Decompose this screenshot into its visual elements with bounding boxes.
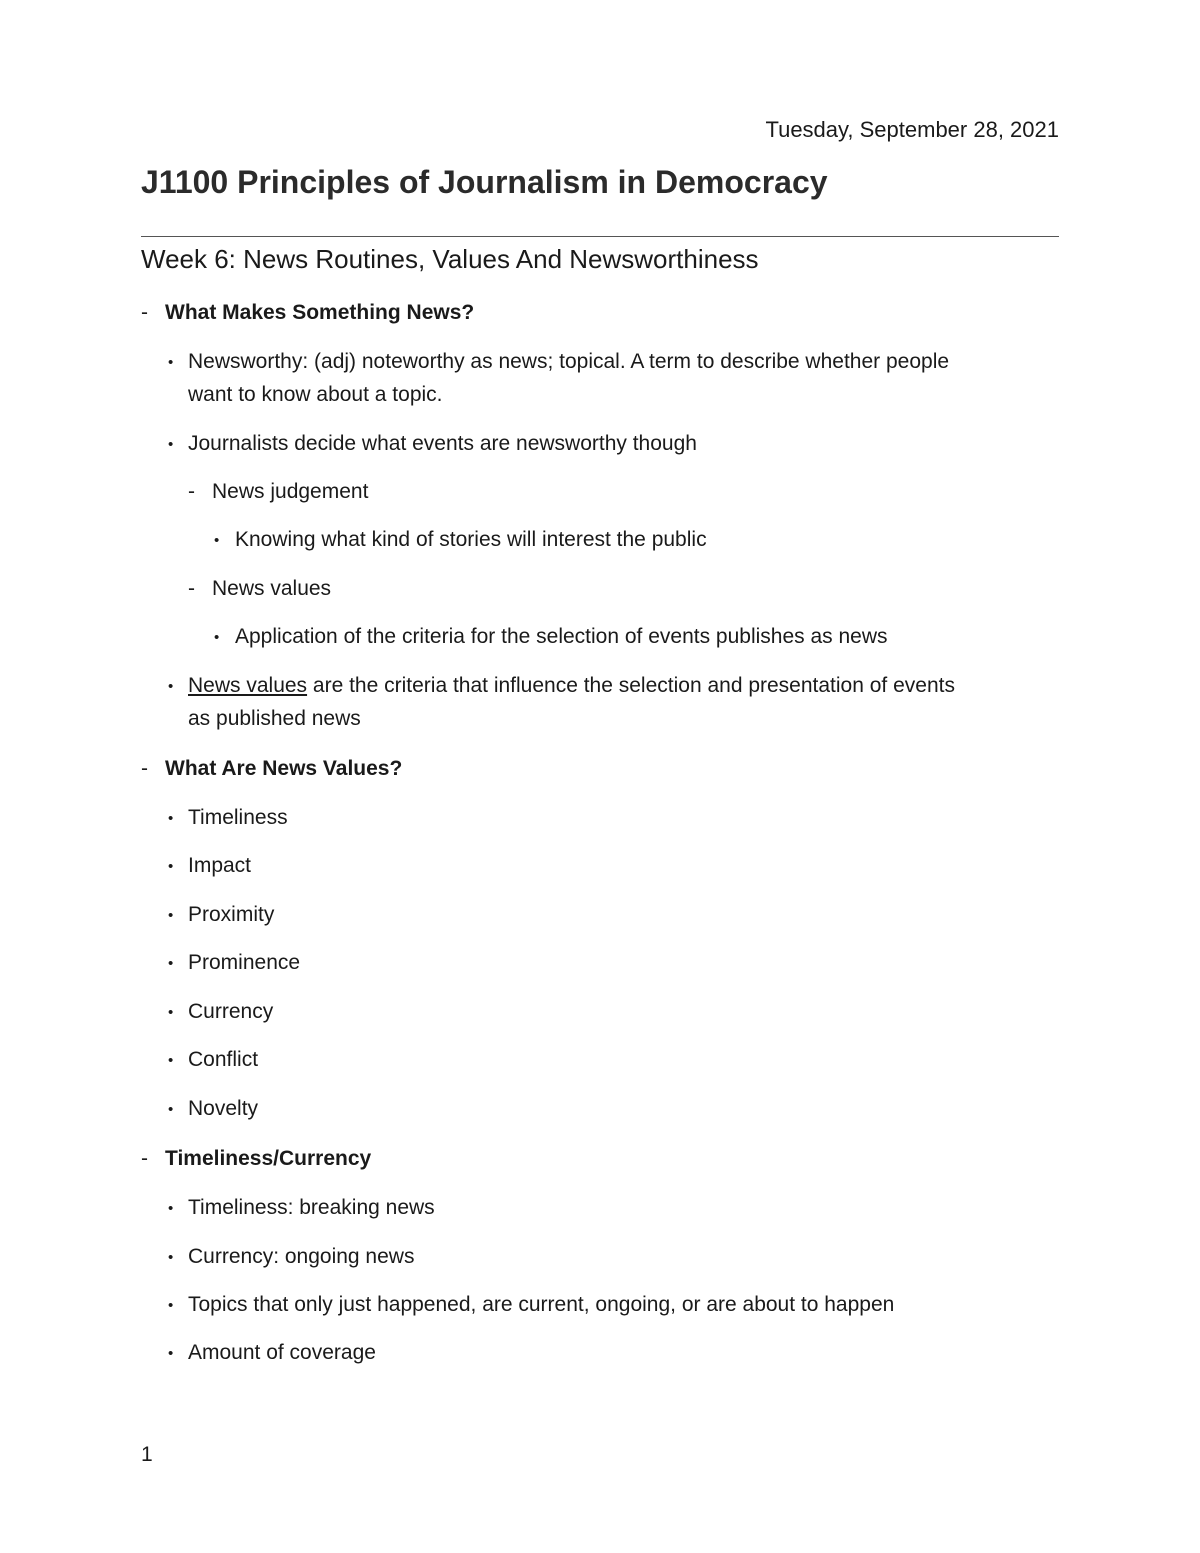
bullet-marker: • <box>168 1345 174 1362</box>
list-item: Newsworthy: (adj) noteworthy as news; topical. A term to describe whether people <box>188 350 950 373</box>
sub-item: News values <box>212 577 332 600</box>
bullet-marker: • <box>168 1297 174 1314</box>
title-divider <box>141 236 1059 237</box>
list-item-continued: as published news <box>188 707 361 730</box>
section-heading: Timeliness/Currency <box>165 1147 372 1170</box>
bullet-marker: • <box>214 629 220 646</box>
bullet-marker: • <box>168 436 174 453</box>
bullet-marker: • <box>214 532 220 549</box>
dash-marker: - <box>141 757 148 780</box>
bullet-marker: • <box>168 907 174 924</box>
page-title: J1100 Principles of Journalism in Democracy <box>141 164 828 200</box>
bullet-marker: • <box>168 955 174 972</box>
dash-marker: - <box>141 1147 148 1170</box>
dash-marker: - <box>188 577 195 600</box>
list-item: Timeliness <box>188 806 288 829</box>
page-number: 1 <box>141 1443 153 1466</box>
bullet-marker: • <box>168 1004 174 1021</box>
list-item: Impact <box>188 854 252 877</box>
list-item-continued: want to know about a topic. <box>188 383 443 406</box>
list-item: Currency: ongoing news <box>188 1245 415 1268</box>
list-item: Conflict <box>188 1048 259 1071</box>
list-item: Amount of coverage <box>188 1341 376 1364</box>
list-item: Timeliness: breaking news <box>188 1196 435 1219</box>
section-heading: What Makes Something News? <box>165 301 475 324</box>
week-heading: Week 6: News Routines, Values And Newsworthiness <box>141 244 759 274</box>
dash-marker: - <box>141 301 148 324</box>
underlined-term: News values <box>188 674 308 697</box>
date: Tuesday, September 28, 2021 <box>765 117 1059 142</box>
bullet-marker: • <box>168 1101 174 1118</box>
sub-sub-item: Knowing what kind of stories will interest the public <box>235 528 707 551</box>
list-item: Proximity <box>188 903 275 926</box>
sub-sub-item: Application of the criteria for the selection of events publishes as news <box>235 625 888 648</box>
list-item: Topics that only just happened, are current, ongoing, or are about to happen <box>188 1293 895 1316</box>
dash-marker: - <box>188 480 195 503</box>
list-item: Prominence <box>188 951 301 974</box>
section-heading: What Are News Values? <box>165 757 403 780</box>
bullet-marker: • <box>168 810 174 827</box>
list-item: Currency <box>188 1000 274 1023</box>
list-item <box>188 669 955 702</box>
list-item-text: are the criteria that influence the selection and presentation of events <box>307 674 955 697</box>
bullet-marker: • <box>168 1249 174 1266</box>
bullet-marker: • <box>168 1200 174 1217</box>
list-item: Novelty <box>188 1097 259 1120</box>
bullet-marker: • <box>168 1052 174 1069</box>
bullet-marker: • <box>168 354 174 371</box>
bullet-marker: • <box>168 678 174 695</box>
sub-item: News judgement <box>212 480 369 503</box>
bullet-marker: • <box>168 858 174 875</box>
list-item: Journalists decide what events are newsworthy though <box>188 432 697 455</box>
